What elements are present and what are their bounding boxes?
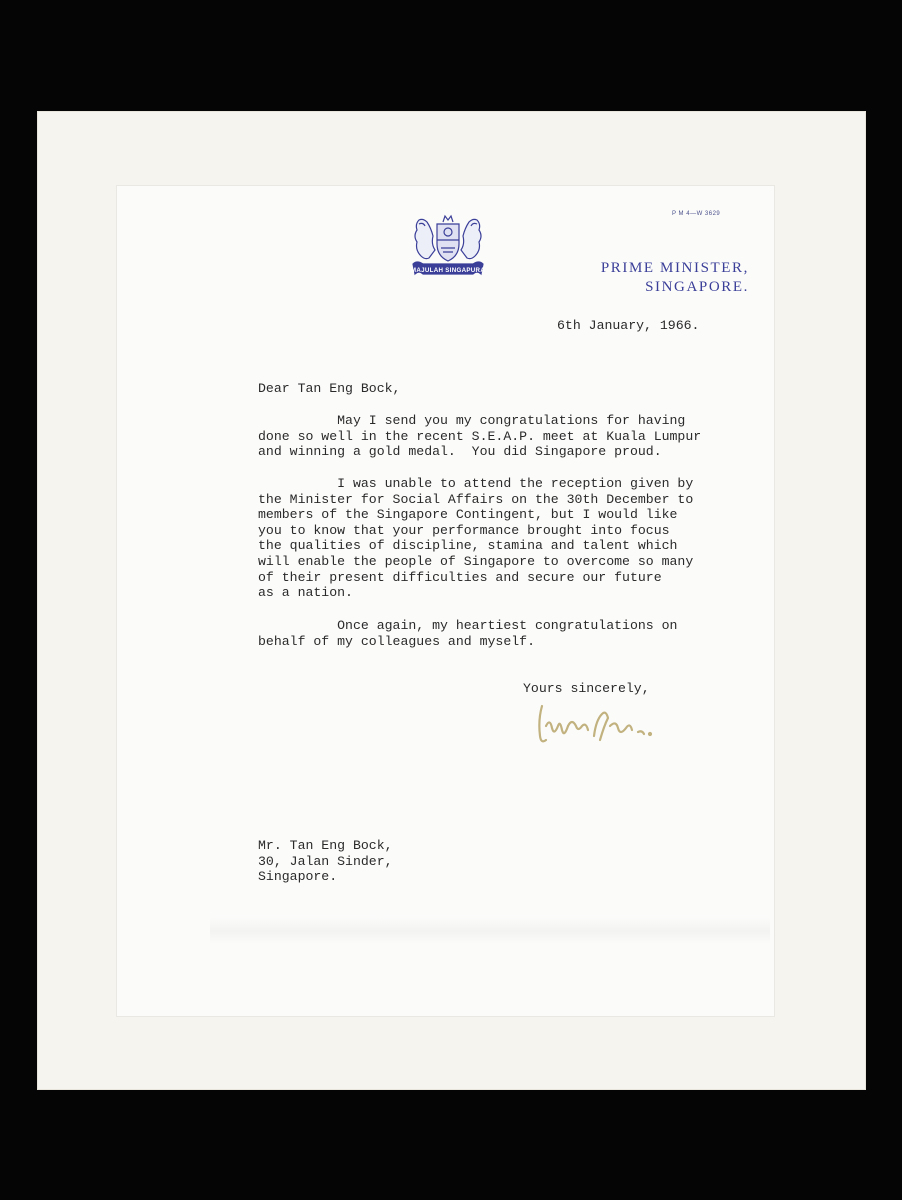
salutation: Dear Tan Eng Bock,: [258, 381, 401, 396]
recipient-address: Mr. Tan Eng Bock, 30, Jalan Sinder, Singapore.: [258, 838, 393, 885]
letterhead-title: [601, 259, 749, 297]
paragraph-2: I was unable to attend the reception given by the Minister for Social Affairs on the 30th December to members of the Singapore Contingent, but I would like you to know that your performance brought into focus the qualities of discipline, stamina and talent which will enable the people of Singapore to overcome so many of their present difficulties and secure our future as a nation.: [258, 476, 694, 601]
letter-date: 6th January, 1966.: [557, 318, 700, 333]
reference-code: P M 4—W 3629: [672, 211, 721, 217]
signature: [530, 696, 660, 756]
paper-fold-shadow: [210, 918, 770, 944]
closing: Yours sincerely,: [523, 681, 650, 696]
letterhead-line-1: PRIME MINISTER,: [600, 260, 749, 276]
singapore-coat-of-arms-icon: [407, 210, 489, 280]
paragraph-1: May I send you my congratulations for having done so well in the recent S.E.A.P. meet at Kuala Lumpur and winning a gold medal. You did Singapore proud.: [258, 413, 702, 460]
paragraph-3: Once again, my heartiest congratulations on behalf of my colleagues and myself.: [258, 618, 678, 649]
letterhead-line-2: SINGAPORE.: [645, 279, 749, 295]
letter-sheet: [117, 186, 774, 1016]
svg-text:MAJULAH SINGAPURA: MAJULAH SINGAPURA: [410, 267, 486, 274]
